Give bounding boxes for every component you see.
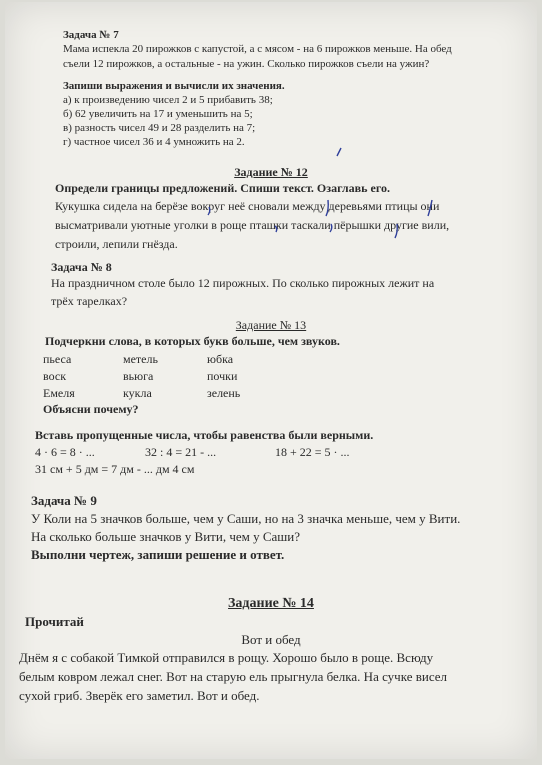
story-title: Вот и обед (241, 632, 301, 647)
story-line2: белым ковром лежал снег. Вот на старую ель прыгнула белка. На сучке висел (19, 669, 448, 684)
task9-title: Задача № 9 (31, 493, 97, 508)
task8-title: Задача № 8 (51, 260, 112, 274)
zadanie12-title: Задание № 12 (234, 165, 308, 179)
task9-line3: Выполни чертеж, запиши решение и ответ. (31, 547, 285, 562)
explain-prompt: Объясни почему? (43, 402, 139, 416)
task7-line2: съели 12 пирожков, а остальные - на ужин. Сколько пирожков съели на ужин? (63, 58, 430, 70)
expression-c: в) разность чисел 49 и 28 разделить на 7; (63, 122, 256, 134)
expressions-heading: Запиши выражения и вычисли их значения. (63, 80, 285, 92)
task8-line2: трёх тарелках? (51, 294, 128, 308)
zadanie12-line2: высматривали уютные уголки в роще пташки таскали пёрышки другие вили, (55, 218, 450, 232)
equation-4: 31 см + 5 дм = 7 дм - ... дм 4 см (35, 462, 195, 476)
task9-line2: На сколько больше значков у Вити, чем у Саши? (31, 529, 301, 544)
word-item: вьюга (123, 369, 154, 383)
worksheet-page (5, 2, 537, 759)
equation-3: 18 + 22 = 5 · ... (275, 445, 350, 459)
zadanie12-instruction: Определи границы предложений. Спиши текст. Озаглавь его. (55, 181, 390, 195)
zadanie13-title: Задание № 13 (235, 318, 307, 332)
word-item: Емеля (43, 386, 75, 400)
word-item: метель (123, 352, 158, 366)
read-prompt: Прочитай (25, 614, 84, 629)
word-item: почки (207, 369, 238, 383)
expression-a: а) к произведению чисел 2 и 5 прибавить 38; (63, 94, 273, 106)
zadanie12-line1: Кукушка сидела на берёзе вокруг неё сновали между деревьями птицы они (55, 199, 440, 213)
task9-line1: У Коли на 5 значков больше, чем у Саши, но на 3 значка меньше, чем у Вити. (31, 511, 461, 526)
word-item: зелень (207, 386, 241, 400)
word-item: пьеса (43, 352, 72, 366)
story-line3: сухой гриб. Зверёк его заметил. Вот и обед. (19, 688, 260, 703)
numbers-heading: Вставь пропущенные числа, чтобы равенства были верными. (35, 428, 374, 442)
expression-b: б) 62 увеличить на 17 и уменьшить на 5; (63, 108, 253, 120)
task7-title: Задача № 7 (63, 29, 119, 41)
word-item: юбка (207, 352, 234, 366)
equation-2: 32 : 4 = 21 - ... (145, 445, 217, 459)
task8-line1: На праздничном столе было 12 пирожных. По сколько пирожных лежит на (51, 276, 435, 290)
story-line1: Днём я с собакой Тимкой отправился в рощу. Хорошо было в роще. Всюду (19, 650, 434, 665)
words-column-3 (207, 351, 307, 402)
task7-line1: Мама испекла 20 пирожков с капустой, а с мясом - на 6 пирожков меньше. На обед (63, 43, 452, 55)
expression-d: г) частное чисел 36 и 4 умножить на 2. (63, 136, 245, 148)
zadanie13-instruction: Подчеркни слова, в которых букв больше, чем звуков. (45, 334, 340, 348)
zadanie14-title: Задание № 14 (228, 596, 314, 611)
equation-1: 4 · 6 = 8 · ... (35, 445, 95, 459)
zadanie12-line3: строили, лепили гнёзда. (55, 237, 178, 251)
word-item: кукла (123, 386, 152, 400)
word-item: воск (43, 369, 67, 383)
handwritten-marks-icon (5, 2, 537, 262)
